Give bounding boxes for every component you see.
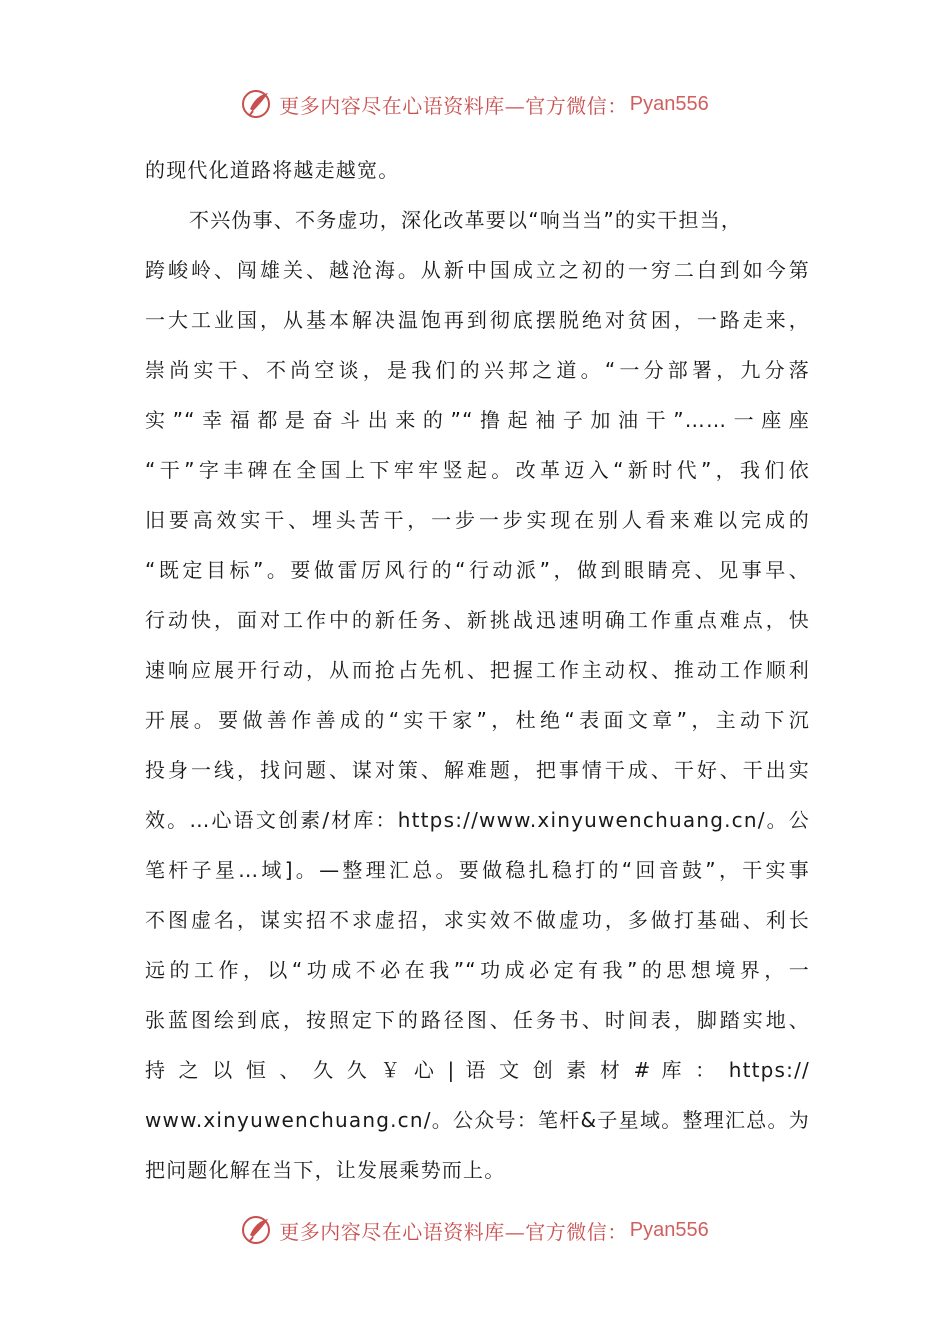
text-line: 实”“幸福都是奋斗出来的”“撸起袖子加油干”……一座座	[145, 408, 810, 432]
text-line: 持 之 以 恒 、 久 久 ￥ 心 | 语 文 创 素 材 # 库 ： https://	[145, 1058, 810, 1082]
text-line: 不图虚名，谋实招不求虚招，求实效不做虚功，多做打基础、利长	[145, 908, 810, 932]
text-line: 不兴伪事、不务虚功，深化改革要以“响当当”的实干担当，	[189, 208, 743, 232]
text-line: 跨峻岭、闯雄关、越沧海。从新中国成立之初的一穷二白到如今第	[145, 258, 810, 282]
text-line: 旧要高效实干、埋头苦干，一步一步实现在别人看来难以完成的	[145, 508, 810, 532]
banner-text: 更多内容尽在心语资料库—官方微信：	[279, 93, 628, 118]
text-line: 一大工业国，从基本解决温饱再到彻底摆脱绝对贫困，一路走来，	[145, 308, 810, 332]
header-banner	[0, 84, 950, 124]
text-line: 笔杆子星…域]。—整理汇总。要做稳扎稳打的“回音鼓”，干实事	[145, 858, 810, 882]
text-line: 行动快，面对工作中的新任务、新挑战迅速明确工作重点难点，快	[145, 608, 810, 632]
text-line: “干”字丰碑在全国上下牢牢竖起。改革迈入“新时代”，我们依	[145, 458, 810, 482]
text-line: 的现代化道路将越走越宽。	[145, 158, 400, 182]
text-line: 速响应展开行动，从而抢占先机、把握工作主动权、推动工作顺利	[145, 658, 810, 682]
text-line: 崇尚实干、不尚空谈，是我们的兴邦之道。“一分部署，九分落	[145, 358, 810, 382]
text-line: 张蓝图绘到底，按照定下的路径图、任务书、时间表，脚踏实地、	[145, 1008, 810, 1032]
text-line: 开展。要做善作善成的“实干家”，杜绝“表面文章”，主动下沉	[145, 708, 810, 732]
banner-wechat-id: Pyan556	[629, 92, 709, 115]
pen-logo-icon	[241, 87, 275, 121]
pen-logo-icon	[241, 1213, 275, 1247]
document-body	[145, 145, 810, 1195]
text-line: 投身一线，找问题、谋对策、解难题，把事情干成、干好、干出实	[145, 758, 810, 782]
text-line: www.xinyuwenchuang.cn/。公众号：笔杆&子星域。整理汇总。为	[145, 1108, 810, 1132]
text-line: 效。…心语文创素/材库：https://www.xinyuwenchuang.cn/。公	[145, 808, 810, 832]
text-line: 把问题化解在当下，让发展乘势而上。	[145, 1158, 506, 1182]
banner-wechat-id: Pyan556	[629, 1218, 709, 1241]
text-line: “既定目标”。要做雷厉风行的“行动派”，做到眼睛亮、见事早、	[145, 558, 810, 582]
footer-banner	[0, 1210, 950, 1250]
text-line: 远的工作，以“功成不必在我”“功成必定有我”的思想境界，一	[145, 958, 810, 982]
banner-text: 更多内容尽在心语资料库—官方微信：	[279, 1219, 628, 1244]
